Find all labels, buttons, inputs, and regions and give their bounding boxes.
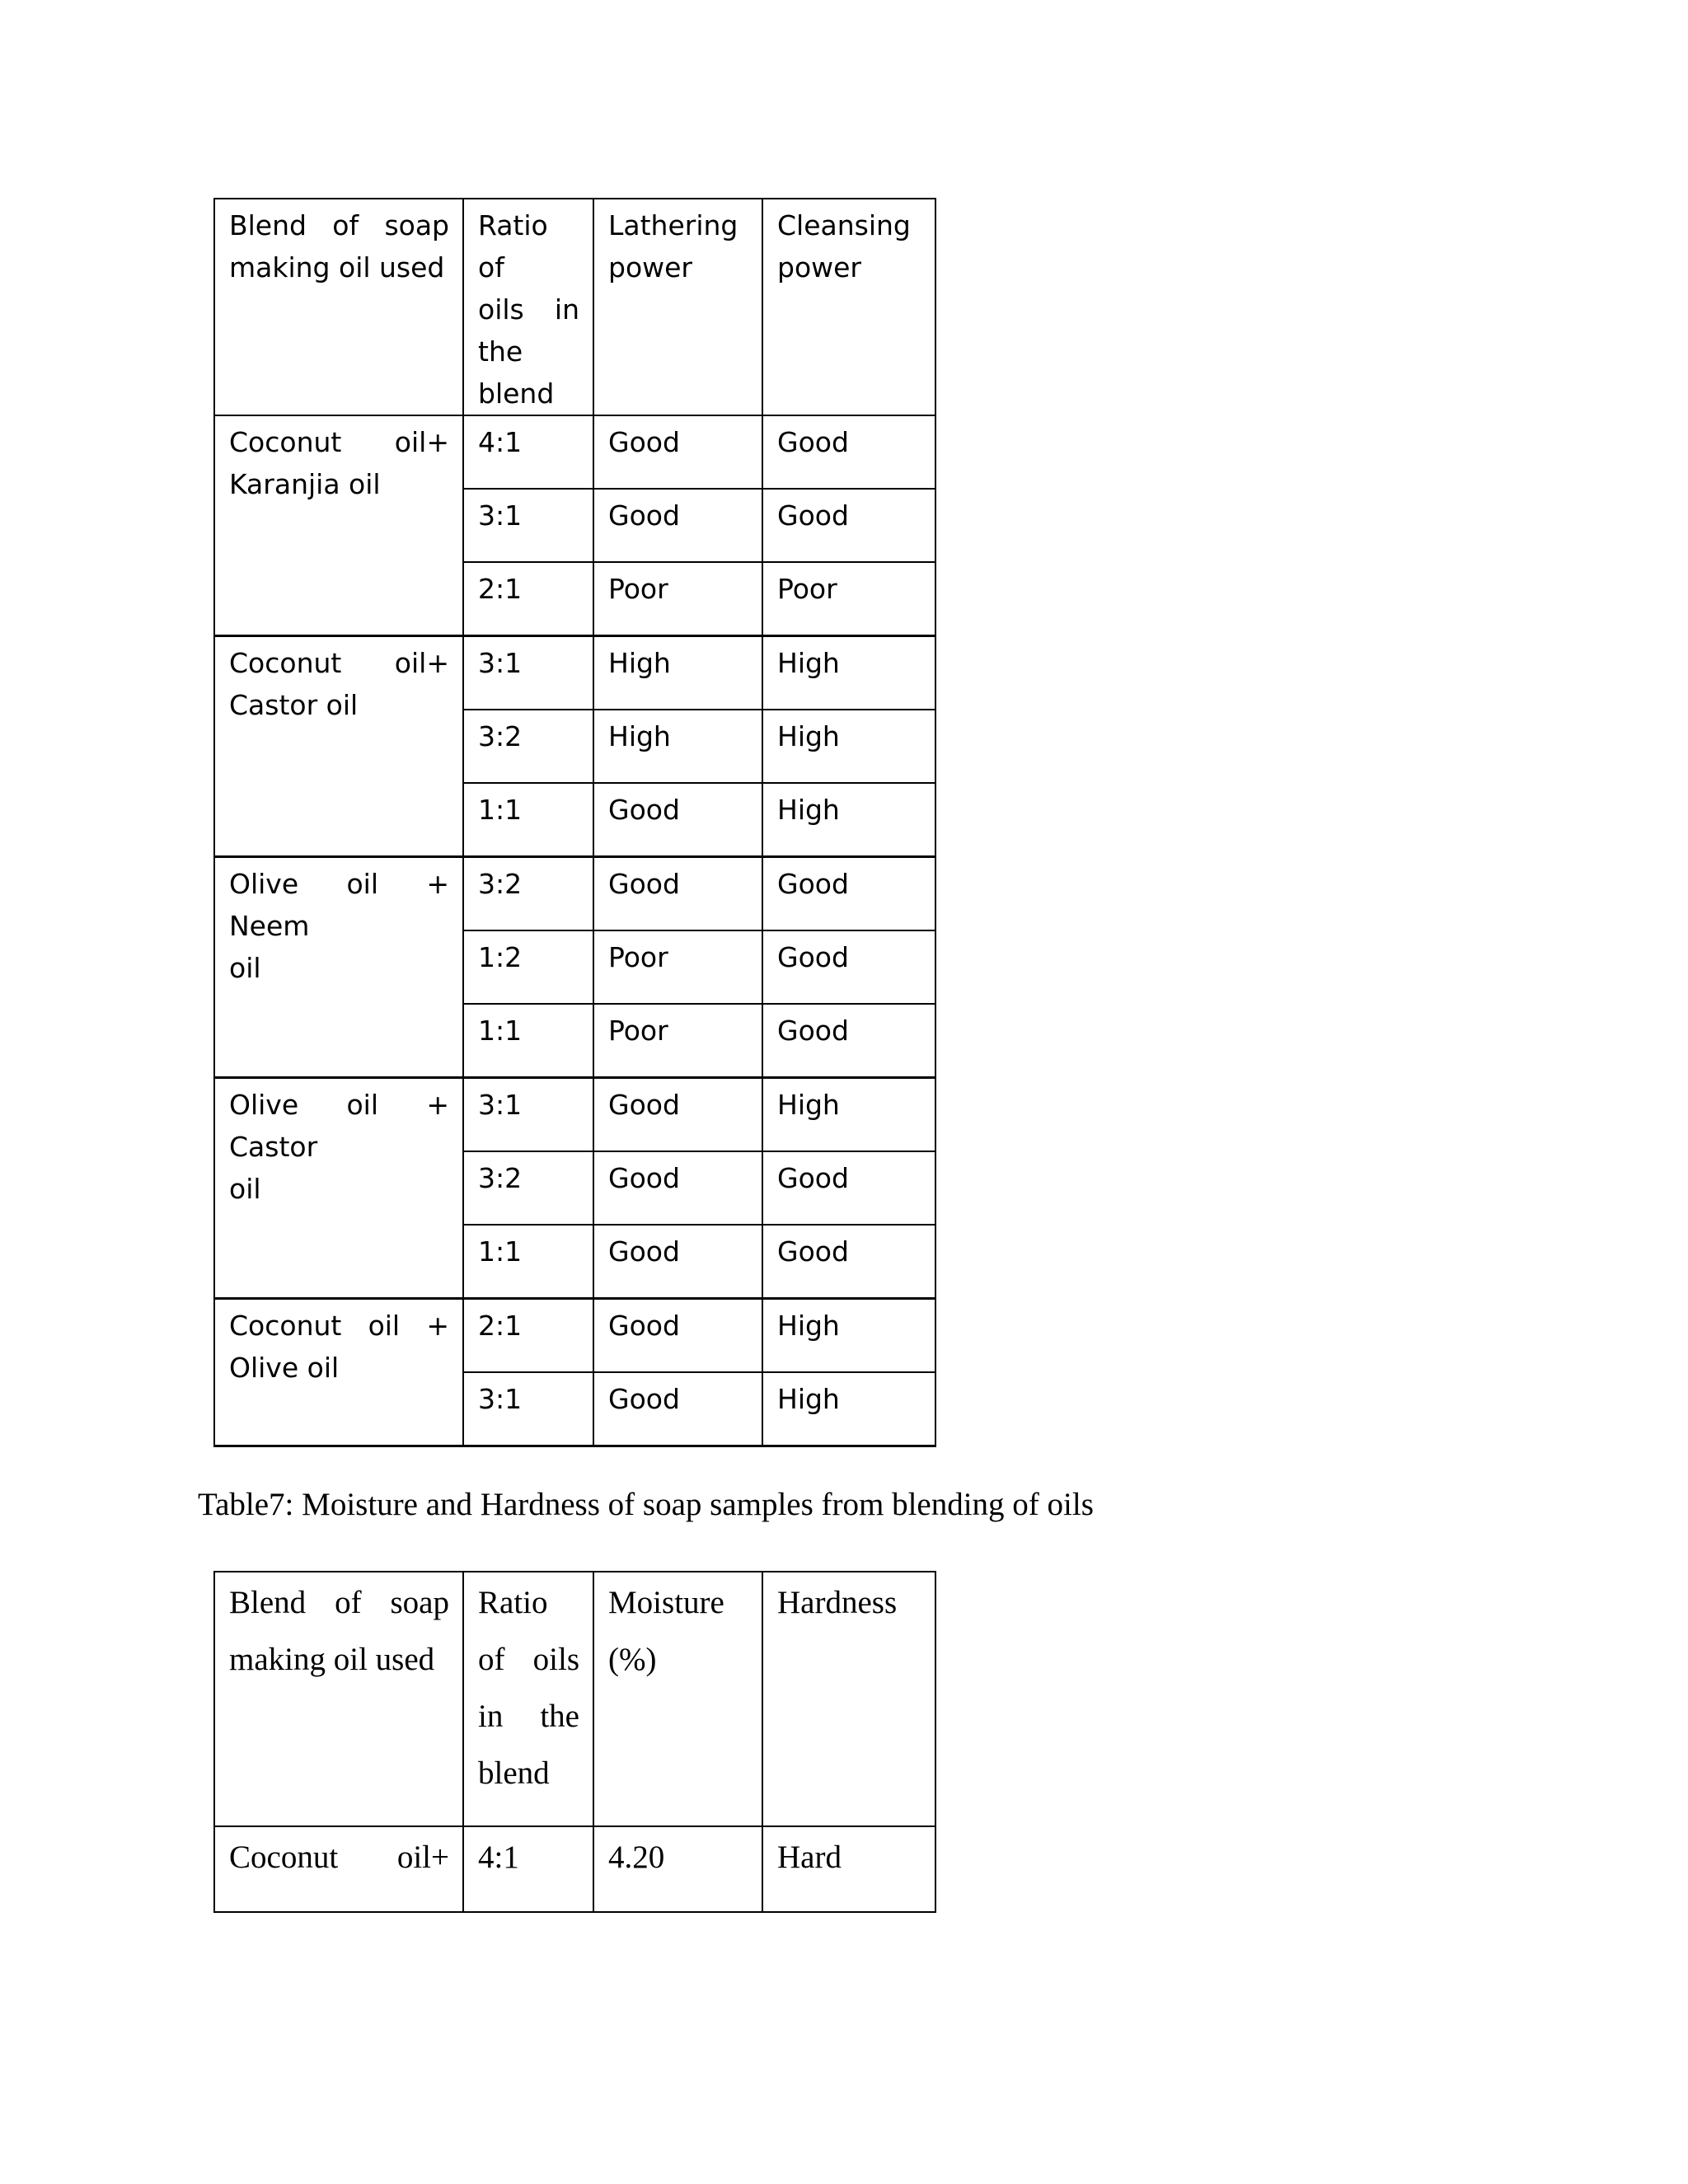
table-row — [214, 1826, 935, 1912]
cell-cleansing: Good — [762, 1004, 935, 1078]
cell-cleansing: Good — [762, 489, 935, 562]
cell-lathering: Good — [593, 1078, 762, 1152]
cell-cleansing: High — [762, 783, 935, 857]
table-row — [214, 1078, 935, 1152]
cell-lathering: High — [593, 710, 762, 783]
cell-ratio: 3:2 — [463, 1151, 593, 1225]
header-ratio-line-2: oils in — [478, 293, 579, 326]
cell-lathering: Poor — [593, 1004, 762, 1078]
cell-lathering: Good — [593, 1225, 762, 1299]
header-ratio-line-3: in the — [478, 1699, 579, 1734]
cell-ratio: 2:1 — [463, 1299, 593, 1373]
header-cleansing-line-1: Cleansing — [777, 209, 911, 241]
header-ratio-line-4: blend — [478, 1755, 550, 1791]
header-blend-line-2: making oil used — [229, 251, 445, 284]
cell-lathering: Poor — [593, 930, 762, 1004]
table-row — [214, 415, 935, 489]
cell-hardness: Hard — [762, 1826, 935, 1912]
header-ratio-line-3: the — [478, 335, 523, 368]
moisture-hardness-table — [213, 1571, 936, 1913]
cell-ratio: 4:1 — [463, 415, 593, 489]
cell-lathering: Good — [593, 1372, 762, 1446]
cell-blend — [214, 1299, 463, 1446]
cell-ratio: 3:1 — [463, 1078, 593, 1152]
cell-cleansing: Good — [762, 415, 935, 489]
cell-blend-line-1: Olive oil + Neem — [229, 868, 449, 942]
cell-lathering: Good — [593, 489, 762, 562]
cell-ratio: 3:1 — [463, 1372, 593, 1446]
header-ratio — [463, 1572, 593, 1826]
cell-ratio: 3:2 — [463, 857, 593, 931]
cell-ratio: 2:1 — [463, 562, 593, 636]
cell-cleansing: Good — [762, 930, 935, 1004]
cell-ratio: 3:2 — [463, 710, 593, 783]
table-row — [214, 636, 935, 710]
table-row — [214, 857, 935, 931]
cell-blend-line-2: oil — [229, 952, 261, 984]
lathering-cleansing-table — [213, 198, 936, 1447]
cell-lathering: Good — [593, 415, 762, 489]
header-lathering-line-2: power — [608, 251, 692, 284]
cell-ratio: 4:1 — [463, 1826, 593, 1912]
table-7-caption: Table7: Moisture and Hardness of soap samples from blending of oils — [198, 1487, 1094, 1522]
cell-cleansing: High — [762, 1078, 935, 1152]
header-lathering — [593, 199, 762, 415]
cell-blend — [214, 857, 463, 1078]
cell-lathering: Good — [593, 857, 762, 931]
cell-lathering: Good — [593, 1299, 762, 1373]
cell-lathering: Good — [593, 1151, 762, 1225]
header-ratio-line-1: Ratio — [478, 1585, 548, 1620]
header-blend-line-1: Blend of soap — [229, 1585, 449, 1620]
header-ratio-line-4: blend — [478, 377, 555, 410]
cell-blend — [214, 636, 463, 857]
table-header-row — [214, 1572, 935, 1826]
header-blend — [214, 199, 463, 415]
cell-blend-line-1: Coconut oil + — [229, 1310, 449, 1342]
header-hardness — [762, 1572, 935, 1826]
header-moisture-line-2: (%) — [608, 1642, 657, 1677]
cell-ratio: 1:1 — [463, 783, 593, 857]
cell-cleansing: High — [762, 1372, 935, 1446]
cell-ratio: 3:1 — [463, 489, 593, 562]
header-ratio-line-1: Ratio of — [478, 209, 548, 284]
table-header-row — [214, 199, 935, 415]
cell-cleansing: Good — [762, 1151, 935, 1225]
header-ratio-line-2: of oils — [478, 1642, 579, 1677]
cell-cleansing: High — [762, 1299, 935, 1373]
header-cleansing-line-2: power — [777, 251, 861, 284]
cell-blend — [214, 1078, 463, 1299]
cell-cleansing: Good — [762, 857, 935, 931]
cell-ratio: 3:1 — [463, 636, 593, 710]
cell-ratio: 1:1 — [463, 1225, 593, 1299]
cell-blend-line-1: Olive oil + Castor — [229, 1089, 449, 1163]
header-blend — [214, 1572, 463, 1826]
cell-cleansing: High — [762, 636, 935, 710]
cell-blend-line-2: Olive oil — [229, 1352, 340, 1384]
cell-blend — [214, 415, 463, 636]
cell-blend-line-2: oil — [229, 1173, 261, 1205]
header-moisture — [593, 1572, 762, 1826]
cell-ratio: 1:2 — [463, 930, 593, 1004]
cell-blend-line-1: Coconut oil+ — [229, 426, 449, 458]
header-moisture-line-1: Moisture — [608, 1585, 724, 1620]
cell-blend-line-2: Castor oil — [229, 689, 359, 721]
cell-blend-line-1: Coconut oil+ — [229, 647, 449, 679]
cell-lathering: High — [593, 636, 762, 710]
header-lathering-line-1: Lathering — [608, 209, 738, 241]
header-blend-line-1: Blend of soap — [229, 209, 449, 241]
cell-cleansing: Poor — [762, 562, 935, 636]
cell-cleansing: Good — [762, 1225, 935, 1299]
cell-moisture: 4.20 — [593, 1826, 762, 1912]
header-cleansing — [762, 199, 935, 415]
cell-blend-line-2: Karanjia oil — [229, 468, 381, 500]
header-ratio — [463, 199, 593, 415]
cell-ratio: 1:1 — [463, 1004, 593, 1078]
cell-blend-text: Coconut oil+ — [229, 1840, 449, 1875]
cell-lathering: Good — [593, 783, 762, 857]
header-hardness-line-1: Hardness — [777, 1585, 898, 1620]
table-row — [214, 1299, 935, 1373]
cell-cleansing: High — [762, 710, 935, 783]
cell-blend — [214, 1826, 463, 1912]
cell-lathering: Poor — [593, 562, 762, 636]
header-blend-line-2: making oil used — [229, 1642, 435, 1677]
